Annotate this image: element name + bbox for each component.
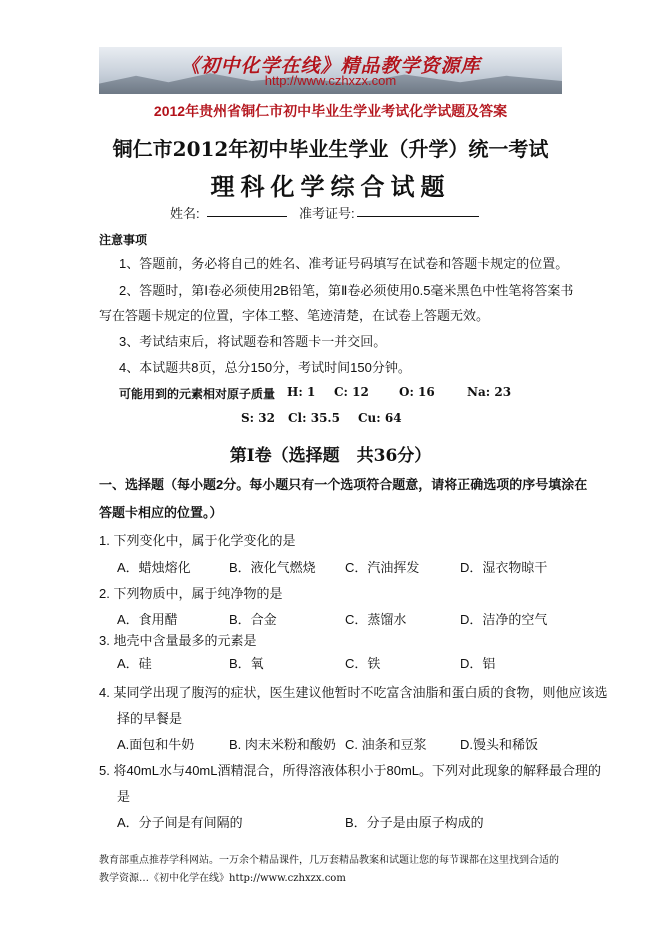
note-item: 2、答题时，第Ⅰ卷必须使用2B铅笔，第Ⅱ卷必须使用0.5毫米黑色中性笔将答案书 <box>119 283 574 298</box>
question-option: D．洁净的空气 <box>460 612 548 627</box>
id-blank <box>357 216 479 217</box>
section-instruction: 一、选择题（每小题2分。每小题只有一个选项符合题意，请将正确选项的序号填涂在 <box>99 477 588 492</box>
atomic-mass-h: H: 1 <box>287 385 316 399</box>
question-option: C．汽油挥发 <box>345 560 420 575</box>
question-option: B．合金 <box>229 612 277 627</box>
question-option: A．硅 <box>117 656 152 671</box>
note-item: 4、本试题共8页，总分150分，考试时间150分钟。 <box>119 360 411 375</box>
question-option: A.面包和牛奶 <box>117 737 195 752</box>
question-option: A．分子间是有间隔的 <box>117 815 243 830</box>
question-stem-continued: 择的早餐是 <box>117 711 183 726</box>
atomic-mass-c: C: 12 <box>334 385 369 399</box>
question-option: C. 油条和豆浆 <box>345 737 427 752</box>
note-item: 3、考试结束后，将试题卷和答题卡一并交回。 <box>119 334 387 349</box>
section-instruction: 答题卡相应的位置。） <box>99 505 223 520</box>
question-option: B．氧 <box>229 656 264 671</box>
question-option: C．铁 <box>345 656 381 671</box>
question-option: D．湿衣物晾干 <box>460 560 548 575</box>
banner-title: 《初中化学在线》精品教学资源库 <box>180 55 481 77</box>
document-subtitle: 2012年贵州省铜仁市初中毕业生学业考试化学试题及答案 <box>153 103 508 119</box>
name-blank <box>207 216 287 217</box>
atomic-mass-cl: Cl: 35.5 <box>288 411 340 425</box>
atomic-mass-label: 可能用到的元素相对原子质量 <box>119 387 276 401</box>
question-option: B．分子是由原子构成的 <box>345 815 484 830</box>
id-label: 准考证号: <box>299 206 355 221</box>
note-item: 1、答题前，务必将自己的姓名、准考证号码填写在试卷和答题卡规定的位置。 <box>119 256 569 271</box>
atomic-mass-cu: Cu: 64 <box>358 411 402 425</box>
question-stem-continued: 是 <box>117 789 131 804</box>
question-option: A．食用醋 <box>117 612 178 627</box>
question-option: D.馒头和稀饭 <box>460 737 539 752</box>
atomic-mass-o: O: 16 <box>399 385 435 399</box>
section-title: 第Ⅰ卷（选择题 共36分） <box>229 446 432 466</box>
question-stem: 1. 下列变化中，属于化学变化的是 <box>99 533 296 548</box>
question-stem: 3. 地壳中含量最多的元素是 <box>99 633 257 648</box>
question-option: D．铝 <box>460 656 496 671</box>
atomic-mass-na: Na: 23 <box>467 385 512 399</box>
question-option: A．蜡烛熔化 <box>117 560 191 575</box>
exam-title: 铜仁市2012年初中毕业生学业（升学）统一考试 <box>112 137 549 161</box>
footer-line: 教学资源…《初中化学在线》http://www.czhxzx.com <box>99 873 346 884</box>
exam-subject: 理科化学综合试题 <box>210 172 451 201</box>
note-item: 写在答题卡规定的位置，字体工整、笔迹清楚，在试卷上答题无效。 <box>99 308 490 323</box>
question-stem: 4. 某同学出现了腹泻的症状，医生建议他暂时不吃富含油脂和蛋白质的食物，则他应该选 <box>99 685 608 700</box>
question-option: B. 肉末米粉和酸奶 <box>229 737 336 752</box>
banner-url[interactable]: http://www.czhxzx.com <box>264 73 397 88</box>
footer-line: 教育部重点推荐学科网站。一万余个精品课件，几万套精品教案和试题让您的每节课都在这里找到合适的 <box>99 855 559 866</box>
atomic-mass-s: S: 32 <box>241 411 275 425</box>
question-option: C．蒸馏水 <box>345 612 407 627</box>
question-option: B．液化气燃烧 <box>229 560 316 575</box>
notes-heading: 注意事项 <box>99 233 148 247</box>
question-stem: 2. 下列物质中，属于纯净物的是 <box>99 586 283 601</box>
name-label: 姓名: <box>170 206 200 221</box>
question-stem: 5. 将40mL水与40mL酒精混合，所得溶液体积小于80mL。下列对此现象的解释最合理的 <box>99 763 602 778</box>
header-banner <box>99 47 562 94</box>
page-footer <box>99 852 559 888</box>
